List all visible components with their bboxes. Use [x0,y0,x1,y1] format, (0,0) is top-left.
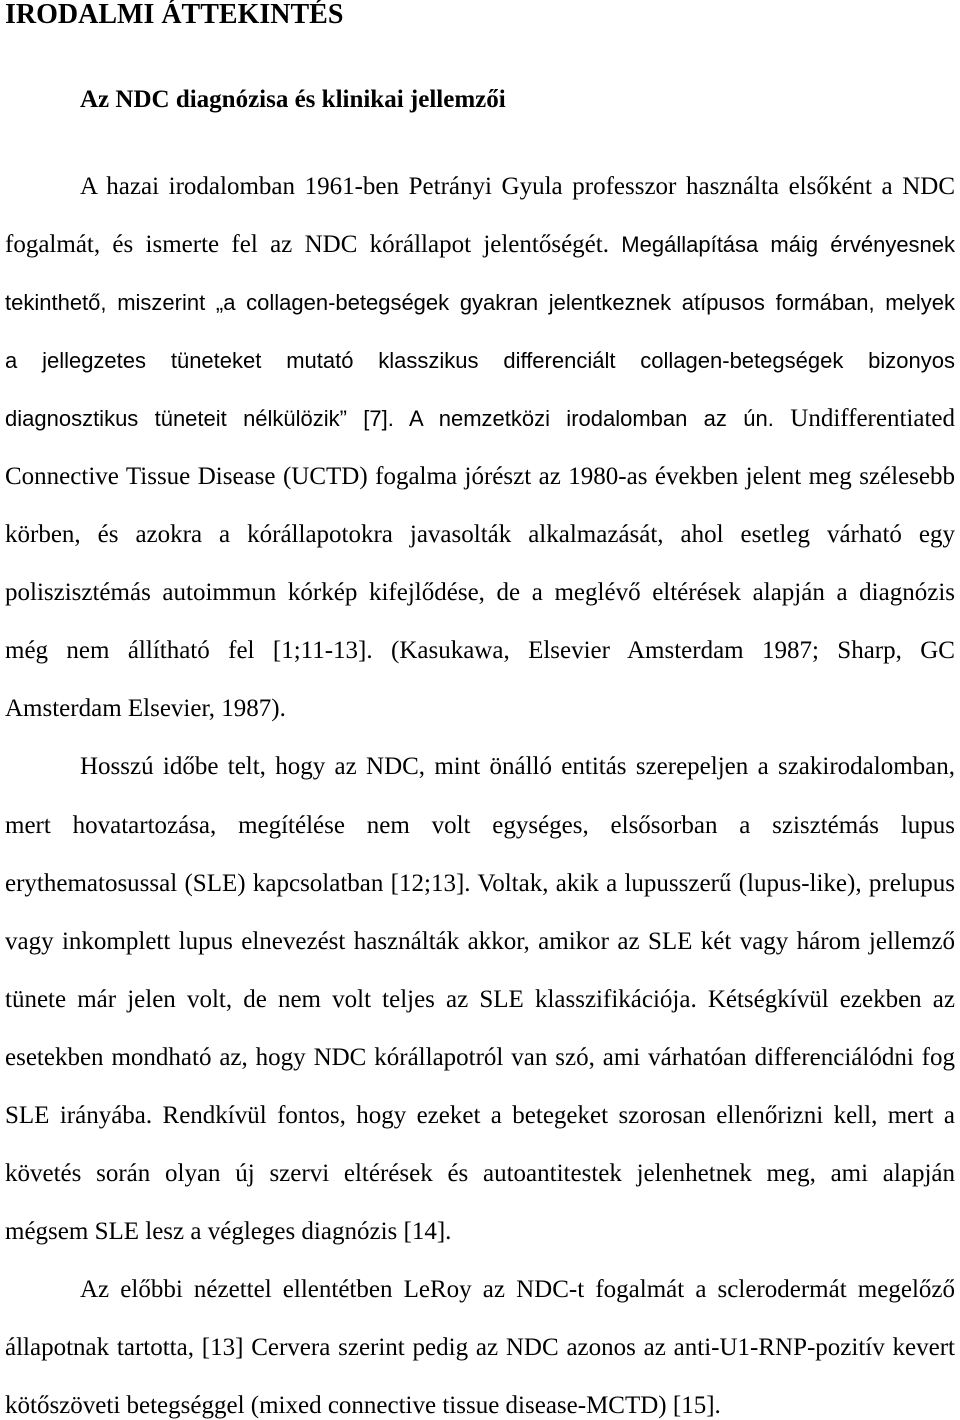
document-body [5,172,956,1420]
text-line: követés során olyan új szervi eltérések és autoantitestek jelenhetnek meg, ami alapján [5,1160,955,1188]
text-line: tekinthető, miszerint „a collagen-betegségek gyakran jelentkeznek atípusos formában, melyek [5,289,955,315]
text-line: Az előbbi nézettel ellentétben LeRoy az NDC-t fogalmát a sclerodermát megelőző [80,1276,955,1304]
text-line: mert hovatartozása, megítélése nem volt egységes, elsősorban a szisztémás lupus [5,811,955,839]
text-line: vagy inkomplett lupus elnevezést használták akkor, amikor az SLE két vagy három jellemző [5,927,955,955]
text-run: Undifferentiated [790,404,956,432]
text-line: A hazai irodalomban 1961-ben Petrányi Gyula professzor használta elsőként a NDC [80,172,955,200]
text-line: esetekben mondható az, hogy NDC kórállapotról van szó, ami várhatóan differenciálódni fog [5,1043,955,1071]
text-line: állapotnak tartotta, [13] Cervera szerint pedig az NDC azonos az anti-U1-RNP-pozitív kevert [5,1334,955,1362]
text-line: kötőszöveti betegséggel (mixed connective tissue disease-MCTD) [15]. [5,1392,721,1420]
text-line [5,404,956,432]
section-heading: Az NDC diagnózisa és klinikai jellemzői [80,85,506,113]
text-line: a jellegzetes tüneteket mutató klasszikus differenciált collagen-betegségek bizonyos [5,347,955,373]
text-line: tünete már jelen volt, de nem volt teljes az SLE klasszifikációja. Kétségkívül ezekben az [5,985,955,1013]
text-run: fogalmát, és ismerte fel az NDC kórállapot jelentőségét. [5,230,609,258]
paragraph [5,1278,955,1418]
text-line: SLE irányába. Rendkívül fontos, hogy ezeket a betegeket szorosan ellenőrizni kell, mert a [5,1102,955,1129]
text-line: Hosszú időbe telt, hogy az NDC, mint önálló entitás szerepeljen a szakirodalomban, [80,753,955,781]
text-line [5,230,956,258]
text-line: körben, és azokra a kórállapotokra javasolták alkalmazását, ahol esetleg várható egy [5,521,955,549]
text-line: Amsterdam Elsevier, 1987). [5,695,286,723]
text-line: erythematosussal (SLE) kapcsolatban [12;13]. Voltak, akik a lupusszerű (lupus-like), prelupus [5,869,955,897]
paragraph [5,755,955,1244]
page-title: IRODALMI ÁTTEKINTÉS [5,0,344,30]
document-page [5,0,955,1418]
text-line: még nem állítható fel [1;11-13]. (Kasukawa, Elsevier Amsterdam 1987; Sharp, GC [5,637,955,665]
text-line: mégsem SLE lesz a végleges diagnózis [14]. [5,1218,452,1246]
text-run: Megállapítása máig érvényesnek [621,231,956,257]
paragraph [5,172,956,723]
text-line: poliszisztémás autoimmun kórkép kifejlődése, de a meglévő eltérések alapján a diagnózis [5,579,955,607]
text-run: diagnosztikus tüneteit nélkülözik” [7]. A nemzetközi irodalomban az ún. [5,405,774,431]
text-line: Connective Tissue Disease (UCTD) fogalma jórészt az 1980-as években jelent meg szélesebb [5,462,955,490]
